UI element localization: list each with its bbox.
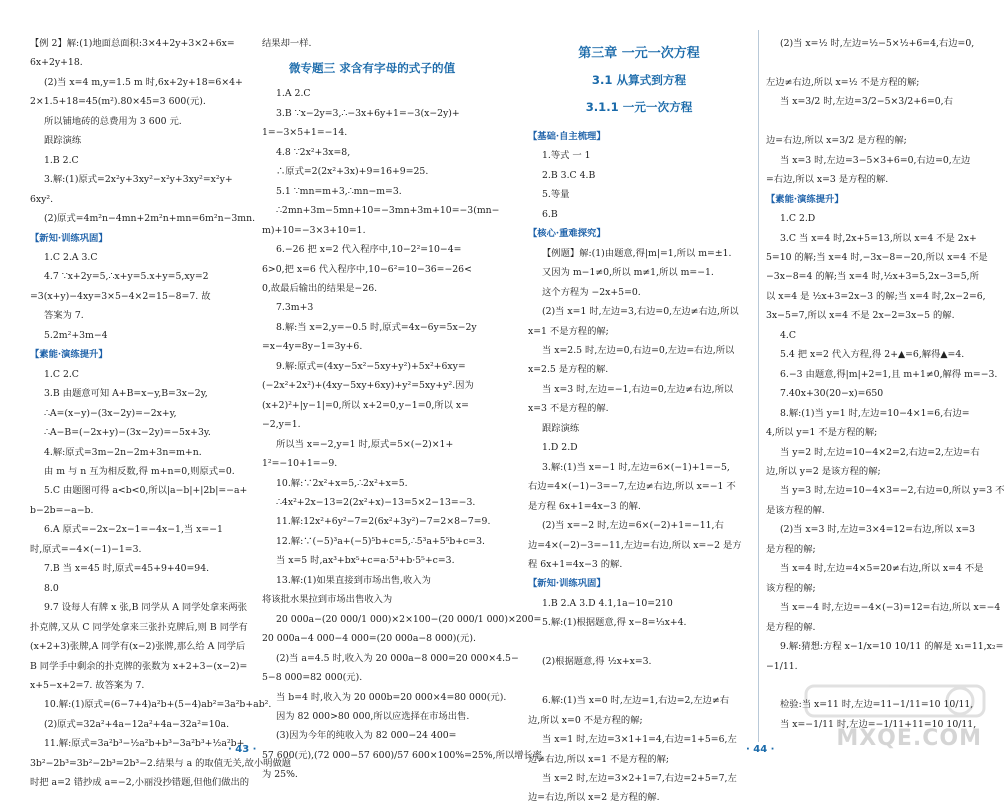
text-line: 当 b=4 时,收入为 20 000b=20 000×4=80 000(元). bbox=[276, 691, 507, 703]
text-line: 检验:当 x=11 时,左边=11−1/11=10 10/11, bbox=[780, 699, 974, 711]
text-line: 8.解:当 x=2,y=−0.5 时,原式=4x−6y=5x−2y bbox=[276, 321, 477, 333]
text-line: 10.解:(1)原式=(6−7+4)a²b+(5−4)ab²=3a²b+ab². bbox=[44, 699, 272, 711]
left-column-2 bbox=[262, 34, 543, 785]
text-line: 所以当 x=−2,y=1 时,原式=5×(−2)×1+ bbox=[276, 438, 454, 450]
text-line: 10.解:∵2x²+x=5,∴2x²+x=5. bbox=[276, 477, 408, 489]
text-line: 当 x=3 时,左边=−1,右边=0,左边≠右边,所以 bbox=[542, 383, 734, 395]
text-line: 5.4 把 x=2 代入方程,得 2+▲=6,解得▲=4. bbox=[780, 349, 965, 361]
text-line: 边,所以 x=0 不是方程的解; bbox=[528, 714, 643, 726]
text-line: 当 y=2 时,左边=10−4×2=2,右边=2,左边=右 bbox=[780, 446, 980, 458]
text-line: 20 000a−4 000−4 000=(20 000a−8 000)(元). bbox=[262, 633, 476, 645]
text-line: 3.C 当 x=4 时,2x+5=13,所以 x=4 不是 2x+ bbox=[780, 232, 977, 244]
section-title: 3.1 从算式到方程 bbox=[591, 73, 687, 87]
text-line: (3)因为今年的纯收入为 82 000−24 400= bbox=[276, 730, 457, 742]
text-line: (2)根据题意,得 ½x+x=3. bbox=[542, 656, 652, 668]
text-line: 5=10 的解;当 x=4 时,−3x−8=−20,所以 x=4 不是 bbox=[766, 251, 988, 263]
text-line: 4.解:原式=3m−2n−2m+3n=m+n. bbox=[44, 446, 202, 458]
text-line: −3x−8=4 的解;当 x=4 时,½x+3=5,2x−3=5,所 bbox=[766, 271, 979, 283]
text-line: 边=右边,所以 x=2 是方程的解. bbox=[528, 792, 660, 804]
text-line: 4,所以 y=1 不是方程的解; bbox=[766, 427, 878, 439]
text-line: 6.−3 由题意,得|m|+2=1,且 m+1≠0,解得 m=−3. bbox=[780, 368, 998, 380]
section-heading: 【素能·演练提升】 bbox=[766, 193, 844, 205]
text-line: (x+2+3)张牌,A 同学有(x−2)张牌,那么给 A 同学后 bbox=[30, 641, 246, 653]
page-number-right: · 44 · bbox=[746, 744, 775, 755]
text-line: 答案为 7. bbox=[44, 310, 84, 322]
text-line: 3.B ∵x−2y=3,∴−3x+6y+1=−3(x−2y)+ bbox=[276, 107, 460, 119]
text-line: 3.B 由题意可知 A+B=x−y,B=3x−2y, bbox=[44, 388, 208, 400]
text-line: ∴A−B=(−2x+y)−(3x−2y)=−5x+3y. bbox=[44, 427, 211, 439]
right-page bbox=[500, 0, 1005, 804]
text-line: 8.0 bbox=[44, 582, 59, 594]
text-line: −1/11. bbox=[766, 660, 798, 672]
text-line: 3b²−2b³=3b²−2b³=2b³−2.结果与 a 的取值无关,故小明做题 bbox=[30, 757, 292, 769]
page-number-left: · 43 · bbox=[228, 744, 257, 755]
text-line: 当 y=3 时,左边=10−4×3=−2,右边=0,所以 y=3 不 bbox=[780, 485, 1005, 497]
text-line: 当 x=2 时,左边=3×2+1=7,右边=2+5=7,左 bbox=[542, 772, 737, 784]
text-line bbox=[766, 53, 982, 72]
text-line: 4.8 ∵2x²+3x=8, bbox=[276, 146, 351, 158]
text-line: 3x−5=7,所以 x=4 不是 2x−2=3x−5 的解. bbox=[766, 310, 955, 322]
text-line: 5.C 由题图可得 a<b<0,所以|a−b|+|2b|=−a+ bbox=[44, 485, 248, 497]
text-line: 5.等量 bbox=[542, 189, 570, 201]
text-line: (2)当 x=1 时,左边=3,右边=0,左边≠右边,所以 bbox=[542, 306, 739, 318]
text-line: 1²=−10+1=−9. bbox=[262, 458, 338, 470]
text-line: 程 6x+1=4x−3 的解. bbox=[528, 558, 623, 570]
text-line: 1.B 2.C bbox=[44, 154, 79, 166]
text-line: ∴原式=2(2x²+3x)+9=16+9=25. bbox=[276, 166, 429, 178]
text-line: 6xy². bbox=[30, 193, 54, 205]
text-line: 20 000a−(20 000/1 000)×2×100−(20 000/1 000)×200= bbox=[276, 613, 542, 625]
text-line: 所以铺地砖的总费用为 3 600 元. bbox=[44, 115, 182, 127]
text-line: 当 x=3/2 时,左边=3/2−5×3/2+6=0,右 bbox=[780, 96, 953, 108]
text-line: 1.D 2.D bbox=[542, 442, 578, 454]
text-line: 8.解:(1)当 y=1 时,左边=10−4×1=6,右边= bbox=[780, 407, 970, 419]
text-line: =3(x+y)−4xy=3×5−4×2=15−8=7. 故 bbox=[30, 290, 211, 302]
section-heading: 【新知·训练巩固】 bbox=[528, 578, 606, 590]
text-line: 6>0,把 x=6 代入程序中,10−6²=10−36=−26< bbox=[262, 263, 472, 275]
chapter-title: 第三章 一元一次方程 bbox=[578, 46, 700, 61]
text-line: 是方程的解; bbox=[766, 543, 816, 555]
text-line bbox=[528, 633, 750, 652]
section-heading: 【基础·自主梳理】 bbox=[528, 131, 606, 142]
text-line: 跟踪演练 bbox=[44, 135, 82, 147]
text-line: 跟踪演练 bbox=[542, 422, 580, 434]
text-line: ∴2mn+3m−5mn+10=−3mn+3m+10=−3(mn− bbox=[276, 205, 500, 217]
text-line: 当 x=−4 时,左边=−4×(−3)=12=右边,所以 x=−4 bbox=[780, 602, 1001, 614]
section-heading: 【新知·训练巩固】 bbox=[30, 232, 108, 244]
text-line: x=3 不是方程的解. bbox=[528, 403, 609, 415]
text-line: x=1 不是方程的解; bbox=[528, 325, 609, 337]
text-line: 6x+2y+18. bbox=[30, 57, 83, 69]
text-line: (2)当 x=3 时,左边=3×4=12=右边,所以 x=3 bbox=[780, 524, 976, 536]
text-line: 扑克牌,又从 C 同学处拿来三张扑克牌后,则 B 同学有 bbox=[30, 621, 248, 633]
text-line: 9.7 设每人有牌 x 张,B 同学从 A 同学处拿来两张 bbox=[44, 602, 248, 614]
text-line: 1.B 2.A 3.D 4.1,1a−10=210 bbox=[542, 597, 673, 609]
text-line: 6.−26 把 x=2 代入程序中,10−2²=10−4= bbox=[276, 244, 462, 256]
text-line: 4.C bbox=[780, 329, 796, 341]
text-line: (2)当 x=−2 时,左边=6×(−2)+1=−11,右 bbox=[542, 520, 724, 532]
text-line: 该方程的解; bbox=[766, 582, 816, 594]
text-line: B 同学手中剩余的扑克牌的张数为 x+2+3−(x−2)= bbox=[30, 660, 248, 672]
text-line: 5−8 000=82 000(元). bbox=[262, 672, 363, 684]
text-line: 5.1 ∵mn=m+3,∴mn−m=3. bbox=[276, 185, 402, 197]
right-column-1 bbox=[528, 34, 750, 808]
text-line: 结果却一样. bbox=[262, 38, 312, 49]
text-line: 边=4×(−2)−3=−11,左边=右边,所以 x=−2 是方 bbox=[528, 539, 742, 551]
text-line: 0,故最后输出的结果是−26. bbox=[262, 282, 378, 294]
text-line: 11.解:原式=3a²b³−½a²b+b³−3a²b³+½a²b+ bbox=[44, 738, 245, 750]
text-line: 当 x=5 时,ax³+bx⁵+c=a·5³+b·5⁵+c=3. bbox=[276, 555, 455, 567]
text-line: 57 600(元),(72 000−57 600)/57 600×100%=25%,所以增长率 bbox=[262, 749, 543, 761]
text-line: 当 x=4 时,左边=4×5=20≠右边,所以 x=4 不是 bbox=[780, 563, 984, 575]
text-line: 又因为 m−1≠0,所以 m≠1,所以 m=−1. bbox=[542, 267, 714, 279]
text-line: (2)当 x=½ 时,左边=½−5×½+6=4,右边=0, bbox=[780, 38, 975, 49]
text-line: x=2.5 是方程的解. bbox=[528, 364, 609, 376]
text-line: 5.解:(1)根据题意,得 x−8=⅓x+4. bbox=[542, 617, 687, 629]
text-line: ∴4x²+2x−13=2(2x²+x)−13=5×2−13=−3. bbox=[276, 496, 476, 508]
text-line: 当 x=−1/11 时,左边=−1/11+11=10 10/11, bbox=[780, 718, 977, 730]
text-line: x+5−x+2=7. 故答案为 7. bbox=[30, 679, 145, 691]
text-line: 是该方程的解. bbox=[766, 504, 825, 516]
text-line: 4.7 ∵x+2y=5,∴x+y=5.x+y=5,xy=2 bbox=[44, 271, 209, 283]
text-line: (x+2)²+|y−1|=0,所以 x+2=0,y−1=0,所以 x= bbox=[262, 399, 469, 411]
text-line: 11.解:12x²+6y²−7=2(6x²+3y²)−7=2×8−7=9. bbox=[276, 516, 491, 528]
text-line: 右边=4×(−1)−3=−7,左边≠右边,所以 x=−1 不 bbox=[528, 481, 736, 493]
text-line: 7.B 当 x=45 时,原式=45+9+40=94. bbox=[44, 563, 210, 575]
text-line: 7.40x+30(20−x)=650 bbox=[780, 388, 884, 400]
text-line: 9.解:猜想:方程 x−1/x=10 10/11 的解是 x₁=11,x₂= bbox=[780, 641, 1004, 653]
text-line: 12.解:∵(−5)³a+(−5)⁵b+c=5,∴5³a+5⁵b+c=3. bbox=[276, 535, 485, 547]
text-line: m)+10=−3×3+10=1. bbox=[262, 224, 366, 236]
text-line: (2)原式=32a²+4a−12a²+4a−32a²=10a. bbox=[44, 718, 230, 730]
text-line bbox=[528, 672, 750, 691]
text-line: 由 m 与 n 互为相反数,得 m+n=0,则原式=0. bbox=[44, 465, 235, 477]
text-line: 这个方程为 −2x+5=0. bbox=[542, 286, 641, 298]
text-line: 边≠右边,所以 x=1 不是方程的解; bbox=[528, 753, 670, 765]
text-line: 左边≠右边,所以 x=½ 不是方程的解; bbox=[766, 76, 920, 88]
text-line: 是方程的解. bbox=[766, 621, 816, 633]
section-heading: 【核心·重难探究】 bbox=[528, 228, 606, 240]
text-line: 1.C 2.C bbox=[44, 368, 79, 380]
text-line: 1.A 2.C bbox=[276, 88, 311, 100]
text-line: 2×1.5+18=45(m²).80×45=3 600(元). bbox=[30, 96, 206, 108]
text-line: 当 x=2.5 时,左边=0,右边=0,左边=右边,所以 bbox=[542, 344, 735, 356]
text-line: (−2x²+2x²)+(4xy−5xy+6xy)+y²=5xy+y².因为 bbox=[262, 380, 474, 392]
right-column-2 bbox=[766, 34, 1005, 734]
text-line: 6.A 原式=−2x−2x−1=−4x−1,当 x=−1 bbox=[44, 524, 223, 536]
text-line: (2)当 a=4.5 时,收入为 20 000a−8 000=20 000×4.5− bbox=[276, 652, 519, 664]
column-divider bbox=[758, 30, 759, 742]
text-line: b−2b=−a−b. bbox=[30, 504, 94, 516]
text-line: 1.C 2.A 3.C bbox=[44, 251, 98, 263]
section-heading: 【素能·演练提升】 bbox=[30, 349, 108, 361]
watermark-text: MXQE.COM bbox=[836, 726, 982, 751]
text-line: 6.B bbox=[542, 208, 558, 220]
text-line: (2)原式=4m²n−4mn+2m²n+mn=6m²n−3mn. bbox=[44, 213, 256, 225]
micro-topic-title: 微专题三 求含有字母的式子的值 bbox=[288, 61, 456, 76]
text-line: 以 x=4 是 ½x+3=2x−3 的解;当 x=4 时,2x−2=6, bbox=[766, 290, 986, 302]
text-line: 时把 a=2 错抄成 a=−2,小丽没抄错题,但他们做出的 bbox=[30, 777, 250, 789]
text-line: 因为 82 000>80 000,所以应选择在市场出售. bbox=[276, 710, 470, 722]
text-line: =x−4y=8y−1=3y+6. bbox=[262, 341, 363, 353]
text-line: 边=右边,所以 x=3/2 是方程的解; bbox=[766, 135, 907, 147]
text-line: 7.3m+3 bbox=[276, 302, 314, 314]
text-line: 是方程 6x+1=4x−3 的解. bbox=[528, 500, 641, 512]
text-line: 3.解:(1)当 x=−1 时,左边=6×(−1)+1=−5, bbox=[542, 461, 730, 473]
text-line: 时,原式=−4×(−1)−1=3. bbox=[30, 543, 142, 555]
text-line: 当 x=3 时,左边=3−5×3+6=0,右边=0,左边 bbox=[780, 154, 971, 166]
text-line: =右边,所以 x=3 是方程的解. bbox=[766, 174, 889, 186]
text-line: 5.2m²+3m−4 bbox=[44, 329, 108, 341]
text-line: 2.B 3.C 4.B bbox=[542, 169, 596, 181]
text-line: 1=−3×5+1=−14. bbox=[262, 127, 348, 139]
text-line: 1.C 2.D bbox=[780, 213, 816, 225]
text-line: 将该批水果拉到市场出售收入为 bbox=[262, 594, 393, 606]
text-line: 3.解:(1)原式=2x²y+3xy²−x²y+3xy²=x²y+ bbox=[44, 174, 233, 186]
text-line: 【例 2】解:(1)地面总面积:3×4+2y+3×2+6x= bbox=[30, 38, 235, 49]
text-line: 【例题】解:(1)由题意,得|m|=1,所以 m=±1. bbox=[542, 247, 732, 259]
text-line: 边,所以 y=2 是该方程的解; bbox=[766, 465, 881, 477]
text-line: (2)当 x=4 m,y=1.5 m 时,6x+2y+18=6×4+ bbox=[44, 76, 243, 88]
text-line: 9.解:原式=(4xy−5x²−5xy+y²)+5x²+6xy= bbox=[276, 360, 466, 372]
text-line: −2,y=1. bbox=[262, 419, 301, 431]
text-line: 6.解:(1)当 x=0 时,左边=1,右边=2,左边≠右 bbox=[542, 695, 730, 707]
text-line bbox=[766, 112, 982, 131]
subsection-title: 3.1.1 一元一次方程 bbox=[585, 100, 693, 114]
text-line: 13.解:(1)如果直接到市场出售,收入为 bbox=[276, 574, 431, 586]
text-line: ∴A=(x−y)−(3x−2y)=−2x+y, bbox=[44, 407, 177, 419]
text-line: 1.等式 一 1 bbox=[542, 150, 591, 162]
text-line: 为 25%. bbox=[262, 769, 298, 781]
text-line: 当 x=1 时,左边=3×1+1=4,右边=1+5=6,左 bbox=[542, 734, 737, 746]
